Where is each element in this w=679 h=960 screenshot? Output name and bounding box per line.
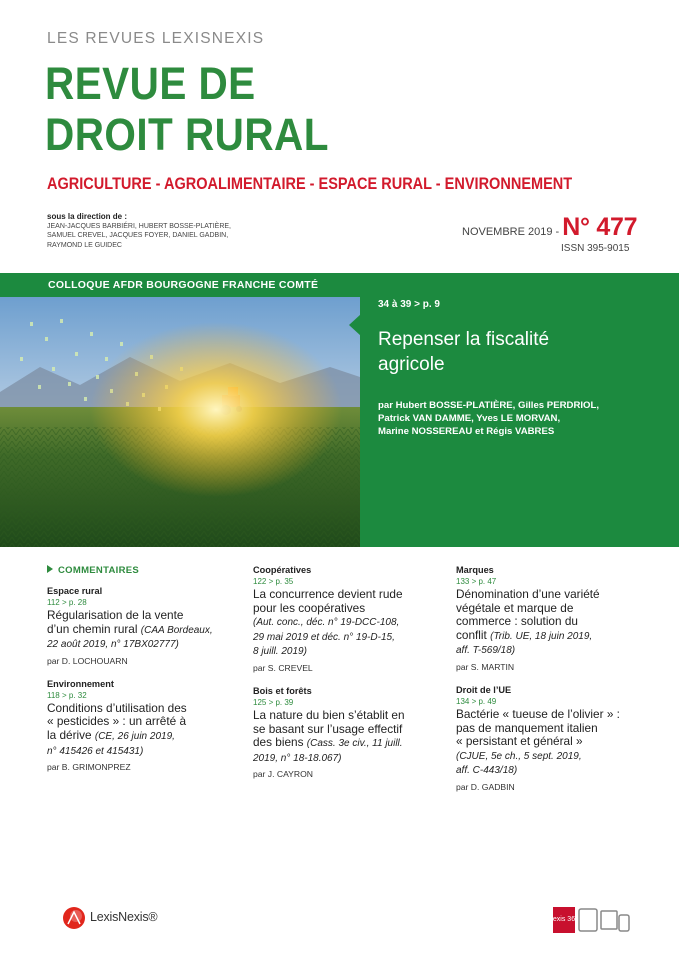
cover-photo — [0, 297, 360, 547]
article-item[interactable] — [253, 565, 433, 673]
article-title-line: commerce : solution du — [456, 614, 578, 629]
article-category: Marques — [456, 565, 494, 575]
article-category: Environnement — [47, 678, 114, 689]
column-3 — [456, 565, 636, 805]
article-citation: 2019, n° 18-18.067) — [253, 752, 342, 764]
section-heading-text: COMMENTAIRES — [58, 565, 140, 576]
feature-authors-line: par Hubert BOSSE-PLATIÈRE, Gilles PERDRIOL, — [378, 400, 600, 411]
column-2 — [253, 565, 433, 792]
article-ref: 112 > p. 28 — [47, 598, 87, 607]
article-title-line: Conditions d’utilisation des — [47, 700, 187, 715]
article-citation: 29 mai 2019 et déc. n° 19-D-15, — [253, 631, 395, 643]
publisher-name: LexisNexis® — [90, 910, 158, 924]
article-author: par S. CREVEL — [253, 662, 313, 673]
lexisnexis-mark-icon — [62, 906, 86, 930]
feature-title-line: agricole — [378, 354, 445, 375]
article-title-line: végétale et marque de — [456, 600, 574, 615]
article-ref: 125 > p. 39 — [253, 697, 294, 707]
direction-names — [47, 222, 247, 250]
article-title-line: conflit — [456, 627, 491, 642]
article-category: Espace rural — [47, 586, 103, 596]
article-author: par J. CAYRON — [253, 769, 314, 780]
banner-pointer — [349, 314, 361, 336]
article-author: par B. GRIMONPREZ — [47, 762, 131, 773]
article-title-line: pas de manquement italien — [456, 720, 598, 735]
article-title — [47, 609, 227, 652]
article-citation: (Trib. UE, 18 juin 2019, — [490, 630, 593, 642]
issn: ISSN 395-9015 — [561, 243, 630, 254]
article-title — [456, 708, 636, 778]
article-title-line: Régularisation de la vente — [47, 608, 184, 622]
article-title-line: La nature du bien s’établit en — [253, 707, 405, 722]
article-author: par D. GADBIN — [456, 781, 515, 792]
article-item[interactable] — [47, 679, 227, 772]
article-category: Bois et forêts — [253, 685, 312, 696]
article-item[interactable] — [456, 565, 636, 672]
article-title-line: la dérive — [47, 727, 95, 742]
article-citation: 22 août 2019, n° 17BX02777) — [47, 639, 179, 651]
banner-heading — [0, 273, 360, 297]
article-title — [253, 588, 433, 659]
article-title — [47, 702, 227, 758]
direction-name-line: RAYMOND LE GUIDEC — [47, 241, 122, 249]
article-category: Droit de l’UE — [456, 684, 512, 695]
feature-authors-line: Patrick VAN DAMME, Yves LE MORVAN, — [378, 413, 561, 425]
triangle-bullet-icon — [47, 565, 53, 573]
article-author: par S. MARTIN — [456, 661, 515, 672]
column-1 — [47, 586, 227, 785]
issue-date: NOVEMBRE 2019 - — [462, 226, 563, 238]
article-citation: n° 415426 et 415431) — [47, 745, 144, 757]
feature-authors-line: Marine NOSSEREAU et Régis VABRES — [378, 426, 555, 438]
article-title-line: « persistant et général » — [456, 734, 583, 749]
article-citation: (Cass. 3e civ., 11 juill. — [306, 738, 403, 750]
article-title-line: se basant sur l’usage effectif — [253, 721, 403, 736]
feature-reference: 34 à 39 > p. 9 — [378, 299, 440, 310]
article-citation: aff. C-443/18) — [456, 765, 518, 777]
direction-name-line: JEAN-JACQUES BARBIÉRI, HUBERT BOSSE-PLATIÈRE, — [47, 223, 231, 230]
feature-title-line: Repenser la fiscalité — [378, 329, 550, 350]
issue-info — [462, 213, 637, 242]
article-citation: aff. T-569/18) — [456, 645, 516, 657]
section-heading — [47, 565, 139, 576]
article-title — [253, 709, 433, 765]
article-citation: (CJUE, 5e ch., 5 sept. 2019, — [456, 750, 582, 762]
digital-access-badges — [549, 905, 633, 935]
article-citation: (Aut. conc., déc. n° 19-DCC-108, — [253, 617, 400, 629]
article-author: par D. LOCHOUARN — [47, 655, 128, 666]
article-item[interactable] — [47, 586, 227, 666]
article-title-line: Dénomination d’une variété — [456, 587, 600, 601]
article-title-line: pour les coopératives — [253, 600, 366, 615]
direction-label: sous la direction de : — [47, 212, 128, 221]
direction-name-line: SAMUEL CREVEL, JACQUES FOYER, DANIEL GADBIN, — [47, 232, 229, 240]
article-item[interactable] — [253, 686, 433, 779]
article-title-line: des biens — [253, 735, 307, 750]
article-title — [456, 588, 636, 658]
article-ref: 133 > p. 47 — [456, 577, 497, 586]
field-sunset-image — [0, 297, 360, 547]
journal-subtitle: AGRICULTURE - AGROALIMENTAIRE - ESPACE RURAL - ENVIRONNEMENT — [47, 175, 573, 193]
feature-authors — [378, 399, 668, 439]
publisher-series: LES REVUES LEXISNEXIS — [47, 30, 265, 47]
article-title-line: La concurrence devient rude — [253, 587, 403, 601]
article-citation: (CE, 26 juin 2019, — [94, 730, 175, 742]
article-ref: 122 > p. 35 — [253, 577, 294, 586]
article-title-line: Bactérie « tueuse de l’olivier » : — [456, 706, 620, 721]
article-title-line: d’un chemin rural — [47, 621, 141, 636]
issue-number: N° 477 — [562, 213, 638, 241]
lexisnexis-logo — [62, 903, 172, 933]
journal-title-line: DROIT RURAL — [45, 109, 329, 160]
article-ref: 134 > p. 49 — [456, 696, 497, 706]
article-item[interactable] — [456, 685, 636, 792]
article-citation: 8 juill. 2019) — [253, 646, 307, 658]
article-category: Coopératives — [253, 565, 312, 575]
feature-title — [378, 327, 658, 377]
article-title-line: « pesticides » : un arrêté à — [47, 714, 187, 729]
journal-title — [45, 58, 329, 160]
article-citation: (CAA Bordeaux, — [140, 624, 213, 636]
article-ref: 118 > p. 32 — [47, 690, 87, 700]
devices-icon — [549, 905, 633, 935]
journal-title-line: REVUE DE — [45, 58, 256, 109]
banner-heading-text: COLLOQUE AFDR BOURGOGNE FRANCHE COMTÉ — [48, 279, 319, 291]
lexis-badge-text: Lexis 360 — [549, 916, 579, 923]
